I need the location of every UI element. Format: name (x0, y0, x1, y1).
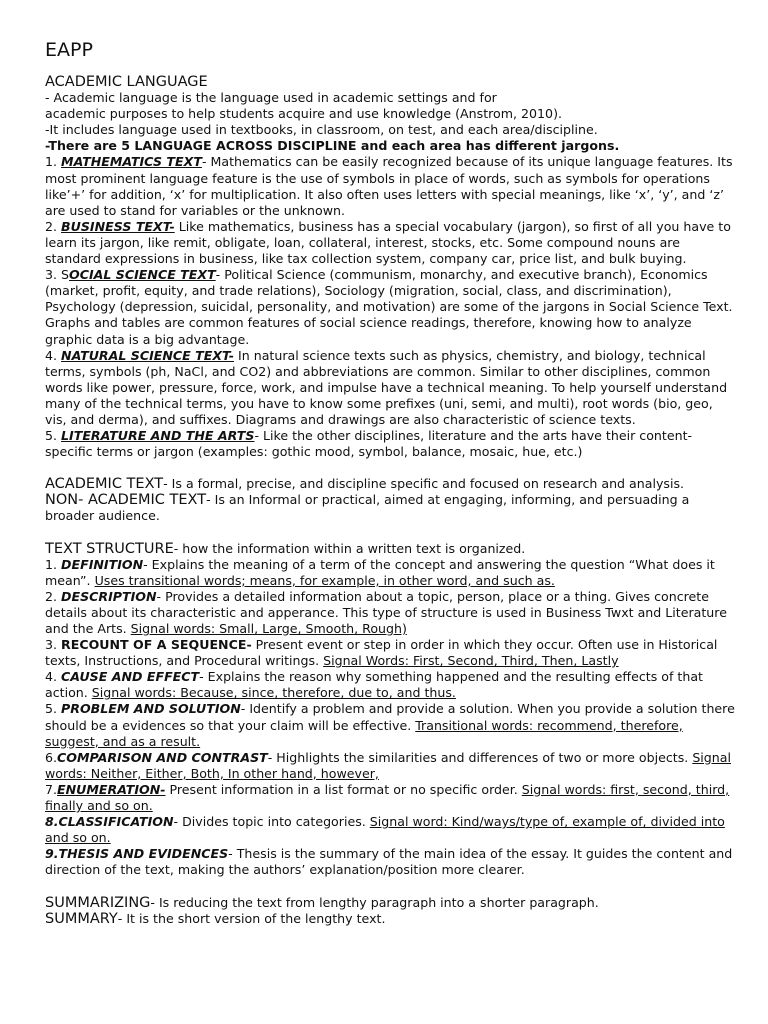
item-number: 4. (45, 347, 62, 363)
term-heading: NON- ACADEMIC TEXT (45, 492, 207, 509)
definition-line: -There are 5 LANGUAGE ACROSS DISCIPLINE and each area has different jargons. (45, 138, 620, 154)
item-term: PROBLEM AND SOLUTION (61, 701, 241, 717)
item-term: MATHEMATICS TEXT (61, 154, 202, 170)
item-text: - Like the other disciplines, literature and the arts have their content-specific terms or jargon (examples: gothic mood, symbol, balance, mosaic, hue, etc.) (45, 428, 693, 460)
signal-words: Signal word: Kind/ways/type of, example of, divided into and so on. (45, 814, 725, 846)
item-number: 6. (45, 749, 58, 765)
academic-language-section (45, 74, 735, 90)
item-text: - Highlights the similarities and differences of two or more objects. (267, 749, 693, 765)
list-item (45, 428, 735, 460)
list-item (45, 782, 735, 814)
list-item (45, 669, 735, 701)
signal-words: Signal words: Small, Large, Smooth, Rough) (130, 621, 407, 636)
definition-line: - Academic language is the language used in academic settings and for (45, 90, 497, 106)
text-structure-heading (45, 541, 735, 557)
item-text: - Provides a detailed information about a topic, person, place or a thing. Gives concrete details about its characteristic and apperance. This type of structure is used in Business Twxt and Literature and the Arts. (45, 588, 727, 636)
item-term: CAUSE AND EFFECT (61, 669, 200, 685)
summarizing-definition (45, 895, 735, 911)
signal-words: Signal Words: First, Second, Third, Then, Lastly (323, 653, 619, 669)
item-text: - Mathematics can be easily recognized because of its unique language features. Its most prominent language feature is the use of symbols in place of words, such as symbols for operations like’+’ for addition, ‘x’ for multiplication. It also often uses letters with special meanings, like ‘x’, ‘y’, and ‘z’ are used to stand for variables or the unknown. (45, 154, 733, 218)
item-text: - Political Science (communism, monarchy, and executive branch), Economics (market, profit, equity, and trade relations), Sociology (migration, social, class, and discrimination), Psychology (depression, suicidal, personality, and motivation) are some of the jargons in Social Science Text. Graphs and tables are common features of social science readings, therefore, knowing how to analyze graphic data is a big advantage. (45, 267, 733, 347)
term-text: - Is a formal, precise, and discipline specific and focused on research and analysis. (163, 476, 685, 492)
definition-line: academic purposes to help students acquire and use knowledge (Anstrom, 2010). (45, 106, 562, 122)
section-heading: TEXT STRUCTURE (45, 540, 174, 557)
list-item (45, 814, 735, 846)
item-text: - Divides topic into categories. (173, 814, 370, 830)
item-number: 4. (45, 669, 62, 685)
list-item (45, 750, 735, 782)
item-number: 7. (45, 781, 58, 797)
item-term: NATURAL SCIENCE TEXT- (61, 347, 235, 363)
list-item (45, 846, 735, 878)
item-number: 5. (45, 428, 62, 444)
item-text: - Identify a problem and provide a solution. When you provide a solution there should be a evidences so that your claim will be effective. (45, 701, 735, 733)
item-text: Present event or step in order in which they occur. Often use in Historical texts, Instructions, and Procedural writings. (45, 637, 718, 669)
academic-text-definition (45, 476, 735, 492)
item-term: 8.CLASSIFICATION (45, 814, 174, 830)
signal-words: Signal words: first, second, third, finally and so on. (45, 781, 730, 814)
signal-words: Signal words: Neither, Either, Both, In other hand, however, (45, 749, 731, 781)
document-page (45, 38, 735, 927)
item-number: 3. S (45, 267, 70, 283)
signal-words: Transitional words: recommend, therefore, suggest, and as a result. (45, 717, 683, 749)
section-heading: ACADEMIC LANGUAGE (45, 74, 208, 90)
list-item (45, 701, 735, 749)
item-term: DEFINITION (61, 556, 144, 572)
summary-definition (45, 911, 735, 927)
term-text: - It is the short version of the lengthy text. (117, 910, 386, 926)
item-term: DESCRIPTION (61, 588, 157, 604)
section-definition: - how the information within a written text is organized. (173, 540, 526, 556)
item-term: BUSINESS TEXT- (61, 218, 175, 234)
definition-line: -It includes language used in textbooks, in classroom, on test, and each area/discipline. (45, 122, 598, 138)
list-item (45, 557, 735, 589)
term-heading: ACADEMIC TEXT (45, 476, 164, 493)
term-text: - Is an Informal or practical, aimed at engaging, informing, and persuading a broader audience. (45, 492, 690, 524)
term-heading: SUMMARIZING (45, 894, 151, 911)
item-term: ENUMERATION- (57, 781, 166, 797)
item-term: 9.THESIS AND EVIDENCES (45, 846, 229, 862)
item-text: In natural science texts such as physics, chemistry, and biology, technical terms, symbols (ph, NaCl, and CO2) and abbreviations are common. Similar to other disciplines, common words like power, pressure, force, work, and impulse have a technical meaning. To help yourself understand many of the technical terms, you have to know some prefixes (uni, semi, and multi), root words (bio, geo, vis, and derma), and suffixes. Diagrams and drawings are also characteristic of science texts. (45, 347, 728, 427)
item-number: 2. (45, 588, 62, 604)
item-text: Like mathematics, business has a special vocabulary (jargon), so first of all you have to learn its jargon, like remit, obligate, loan, collateral, interest, stocks, etc. Some compound nouns are standard expressions in business, like tax collection system, company car, price list, and bulk buying. (45, 218, 731, 267)
item-number: 2. (45, 218, 62, 234)
list-item (45, 637, 735, 669)
item-text: - Thesis is the summary of the main idea of the essay. It guides the content and direction of the text, making the authors’ explanation/position more clearer. (45, 846, 733, 878)
item-number: 5. (45, 701, 62, 717)
signal-words: Uses transitional words; means, for example, in other word, and such as. (94, 572, 555, 588)
item-term: LITERATURE AND THE ARTS (61, 428, 255, 444)
spacer (45, 525, 735, 541)
list-item (45, 219, 735, 267)
non-academic-text-definition (45, 492, 735, 524)
item-text: - Explains the meaning of a term of the concept and answering the question “What does it mean”. (45, 556, 715, 588)
term-heading: SUMMARY (45, 910, 118, 927)
item-number: 1. (45, 154, 62, 170)
item-text: - Explains the reason why something happened and the resulting effects of that action. (45, 669, 703, 701)
item-text: Present information in a list format or no specific order. (165, 781, 522, 797)
list-item (45, 589, 735, 637)
item-term: RECOUNT OF A SEQUENCE- (61, 637, 252, 653)
list-item (45, 154, 735, 218)
document-title: EAPP (45, 39, 93, 61)
spacer (45, 460, 735, 476)
term-text: - Is reducing the text from lengthy paragraph into a shorter paragraph. (150, 894, 599, 910)
spacer (45, 879, 735, 895)
item-term: COMPARISON AND CONTRAST (57, 749, 268, 765)
list-item (45, 348, 735, 428)
item-number: 3. (45, 637, 62, 653)
item-number: 1. (45, 556, 62, 572)
signal-words: Signal words: Because, since, therefore, due to, and thus. (91, 685, 456, 701)
item-term: OCIAL SCIENCE TEXT (69, 267, 216, 283)
list-item (45, 267, 735, 347)
